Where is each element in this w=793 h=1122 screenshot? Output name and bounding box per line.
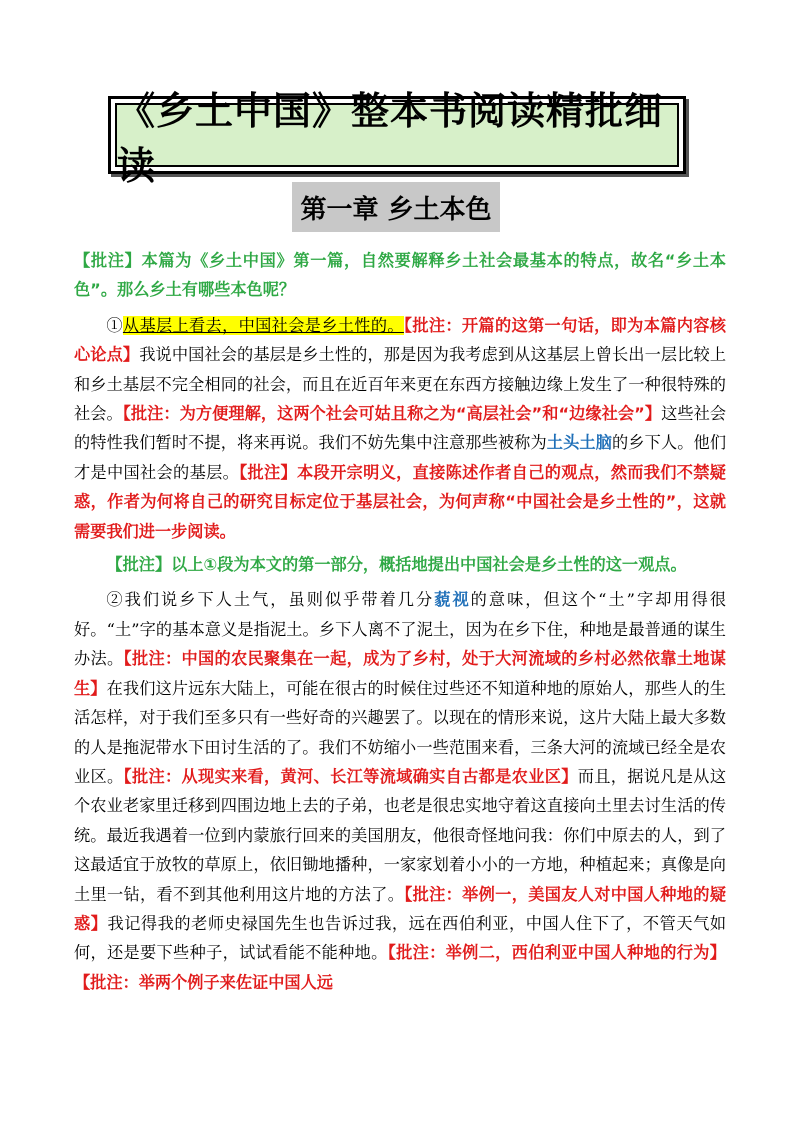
paragraph-number: ① (106, 315, 123, 335)
annotation: 【批注：举例一，美国友人对中国人种地的疑惑】 (74, 884, 727, 933)
title-background (115, 89, 679, 188)
chapter-title: 第一章 乡土本色 (292, 182, 500, 232)
key-term: 土头土脑 (546, 433, 612, 453)
title-frame (108, 89, 686, 188)
intro-note: 【批注】本篇为《乡土中国》第一篇，自然要解释乡土社会最基本的特点，故名“乡土本色”。那么乡土有哪些本色呢？ (74, 251, 726, 300)
intro-annotation (74, 246, 726, 305)
paragraph-1 (74, 311, 726, 546)
summary-note: 【批注】以上①段为本文的第一部分，概括地提出中国社会是乡土性的这一观点。 (106, 555, 687, 575)
key-term: 藐视 (434, 590, 471, 610)
main-title: 《乡土中国》整本书阅读精批细读 (117, 89, 664, 188)
body-text: ②我们说乡下人土气，虽则似乎带着几分 (106, 590, 435, 610)
annotation: 【批注：中国的农民聚集在一起，成为了乡村，处于大河流域的乡村必然依靠土地谋生】 (74, 649, 726, 698)
highlighted-thesis: 从基层上看去，中国社会是乡土性的。 (122, 315, 404, 335)
body-text: 这些社会的特性我们暂时不提，将来再说。我们不妨先集中注意那些被称为 (74, 404, 727, 453)
summary-annotation (74, 550, 726, 579)
annotation: 【批注：举两个例子来佐证中国人远 (74, 972, 333, 992)
annotation: 【批注：为方便理解，这两个社会可姑且称之为“高层社会”和“边缘社会”】 (122, 404, 662, 424)
body-text: 在我们这片远东大陆上，可能在很古的时候住过些还不知道种地的原始人，那些人的生活怎样，对于我们至多只有一些好奇的兴趣罢了。以现在的情形来说，这片大陆上最大多数的人是拖泥带水下田讨生活的了。我们不妨缩小一些范围来看，三条大河的流域已经全是农业区。 (74, 678, 727, 786)
annotation: 【批注：从现实来看，黄河、长江等流域确实自古都是农业区】 (123, 766, 578, 786)
body-text: 的乡下人。他们才是中国社会的基层。 (74, 433, 727, 482)
document-body (74, 246, 726, 997)
annotation: 【批注：开篇的这第一句话，即为本篇内容核心论点】 (74, 315, 726, 365)
annotation: 【批注：举例二，西伯利亚中国人种地的行为】 (387, 943, 726, 963)
body-text: 我记得我的老师史禄国先生也告诉过我，远在西伯利亚，中国人住下了，不管天气如何，还是要下些种子，试试看能不能种地。 (74, 913, 727, 963)
annotation: 【批注】本段开宗明义，直接陈述作者自己的观点，然而我们不禁疑惑，作者为何将自己的研究目标定位于基层社会，为何声称“中国社会是乡土性的”，这就需要我们进一步阅读。 (74, 462, 726, 541)
body-text: 我说中国社会的基层是乡土性的，那是因为我考虑到从这基层上曾长出一层比较上和乡土基层不完全相同的社会，而且在近百年来更在东西方接触边缘上发生了一种很特殊的社会。 (74, 345, 727, 424)
paragraph-2 (74, 585, 726, 997)
body-text: 而且，据说凡是从这个农业老家里迁移到四围边地上去的子弟，也老是很忠实地守着这直接向土里去讨生活的传统。最近我遇着一位到内蒙旅行回来的美国朋友，他很奇怪地问我：你们中原去的人，到了这最适宜于放牧的草原上，依旧锄地播种，一家家划着小小的一方地，种植起来；真像是向土里一钻，看不到其他利用这片地的方法了。 (74, 766, 727, 904)
body-text: 的意味，但这个“土”字却用得很好。“土”字的基本意义是指泥土。乡下人离不了泥土，因为在乡下住，种地是最普通的谋生办法。 (74, 590, 727, 669)
